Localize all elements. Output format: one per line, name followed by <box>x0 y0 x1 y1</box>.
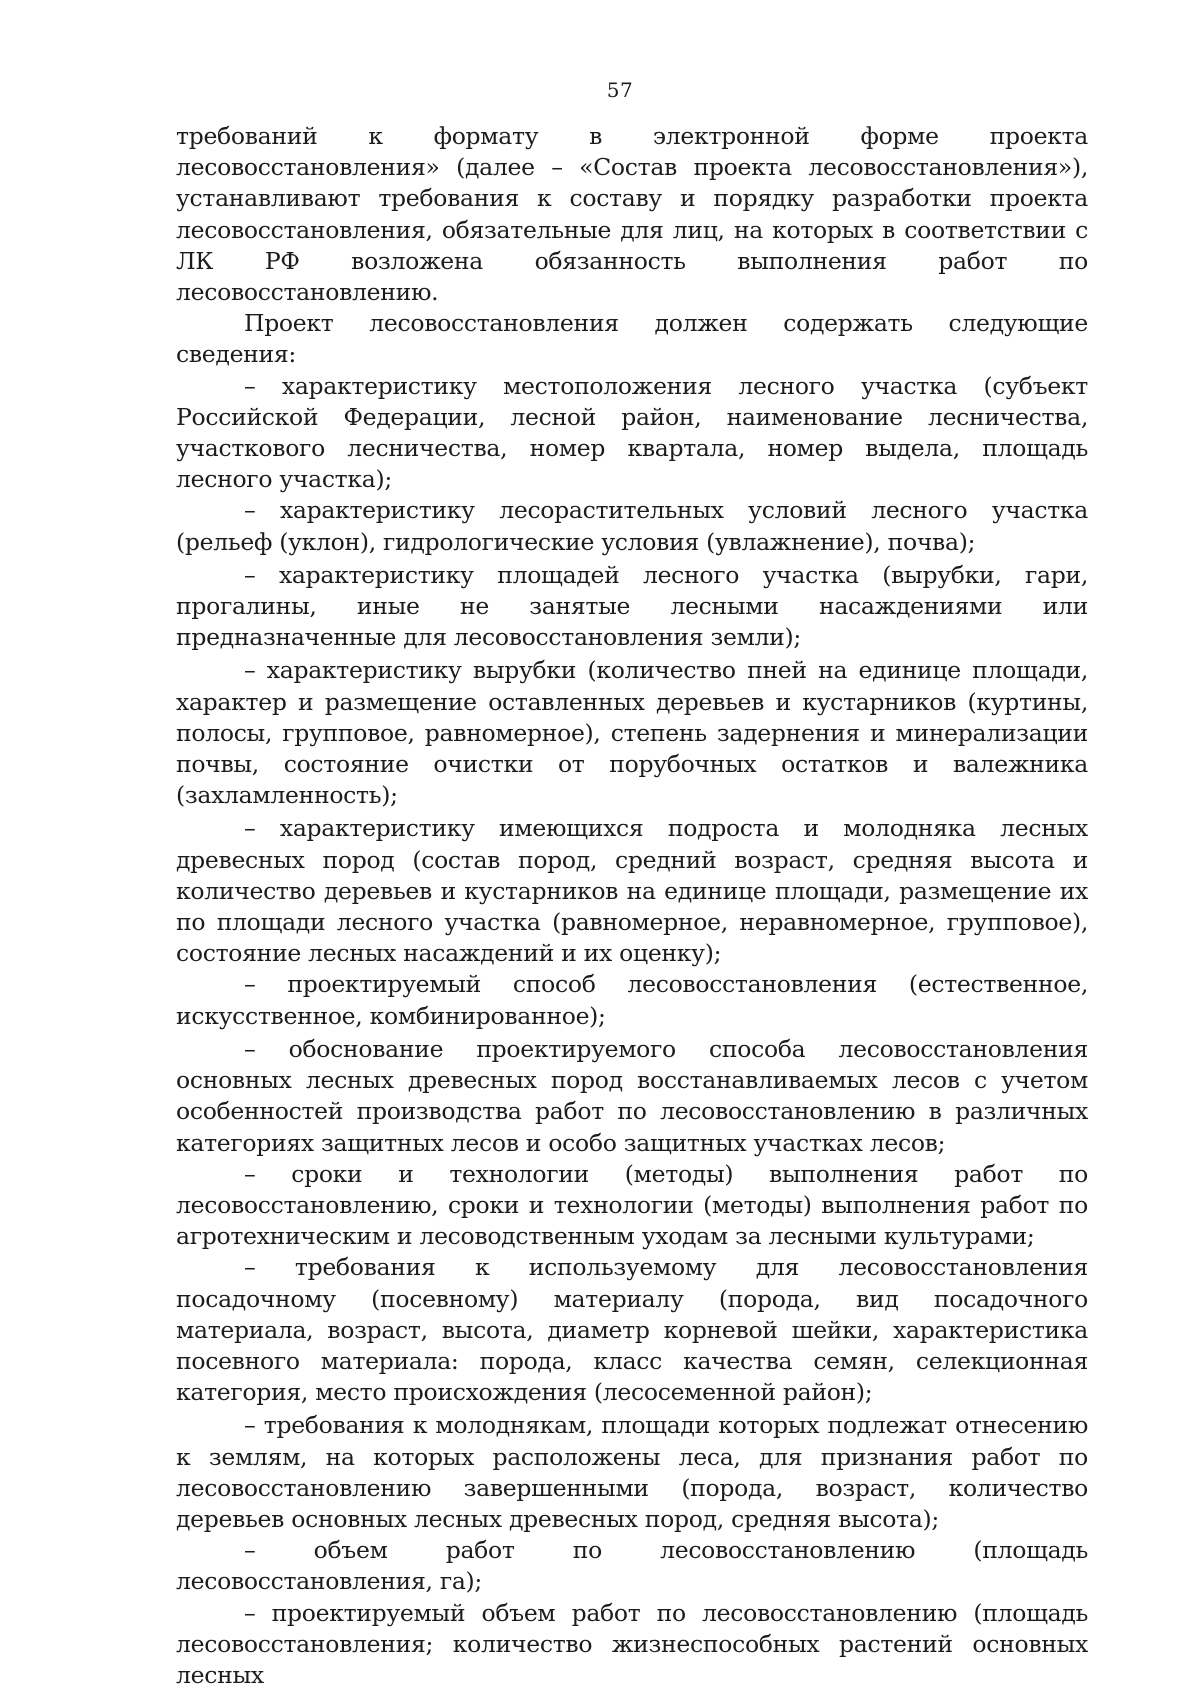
list-item-justification: – обоснование проектируемого способа лесовосстановления основных лесных древесных пород восстанавливаемых лесов с учетом особенностей производства работ по лесовосстановлению в различных категориях защитных лесов и особо защитных участках лесов; <box>176 1034 1088 1157</box>
list-item-location: – характеристику местоположения лесного участка (субъект Российской Федерации, лесной район, наименование лесничества, участкового лесничества, номер квартала, номер выдела, площадь лесного участка); <box>176 371 1088 494</box>
page-number: 57 <box>606 78 634 102</box>
list-item-growing-conditions: – характеристику лесорастительных условий лесного участка (рельеф (уклон), гидрологические условия (увлажнение), почва); <box>176 496 1088 556</box>
list-item-projected-volume: – проектируемый объем работ по лесовосстановлению (площадь лесовосстановления; количество жизнеспособных растений основных лесных <box>176 1598 1088 1689</box>
list-item-work-volume: – объем работ по лесовосстановлению (площадь лесовосстановления, га); <box>176 1536 1088 1596</box>
list-item-young-stands: – требования к молоднякам, площади которых подлежат отнесению к землям, на которых расположены леса, для признания работ по лесовосстановлению завершенными (порода, возраст, количество деревьев основных лесных древесных пород, средняя высота); <box>176 1411 1088 1533</box>
paragraph-intro: требований к формату в электронной форме проекта лесовосстановления» (далее – «Состав проекта лесовосстановления»), устанавливают требования к составу и порядку разработки проекта лесовосстановления, обязательные для лиц, на которых в соответствии с ЛК РФ возложена обязанность выполнения работ по лесовосстановлению. <box>176 122 1088 307</box>
list-item-areas: – характеристику площадей лесного участка (вырубки, гари, прогалины, иные не занятые лесными насаждениями или предназначенные для лесовосстановления земли); <box>176 560 1088 652</box>
list-item-undergrowth: – характеристику имеющихся подроста и молодняка лесных древесных пород (состав пород, средний возраст, средняя высота и количество деревьев и кустарников на единице площади, размещение их по площади лесного участка (равномерное, неравномерное, групповое), состояние лесных насаждений и их оценку); <box>176 814 1088 968</box>
list-item-method: – проектируемый способ лесовосстановления (естественное, искусственное, комбинированное); <box>176 970 1088 1030</box>
list-item-clearcut: – характеристику вырубки (количество пней на единице площади, характер и размещение оставленных деревьев и кустарников (куртины, полосы, групповое, равномерное), степень задернения и минерализации почвы, состояние очистки от порубочных остатков и валежника (захламленность); <box>176 656 1088 810</box>
list-item-timing: – сроки и технологии (методы) выполнения работ по лесовосстановлению, сроки и технологии (методы) выполнения работ по агротехническим и лесоводственным уходам за лесными культурами; <box>176 1159 1088 1251</box>
paragraph-lead: Проект лесовосстановления должен содержать следующие сведения: <box>176 309 1088 369</box>
list-item-planting-material: – требования к используемому для лесовосстановления посадочному (посевному) материалу (порода, вид посадочного материала, возраст, высота, диаметр корневой шейки, характеристика посевного материала: порода, класс качества семян, селекционная категория, место происхождения (лесосеменной район); <box>176 1253 1088 1407</box>
document-body <box>176 121 1088 1691</box>
